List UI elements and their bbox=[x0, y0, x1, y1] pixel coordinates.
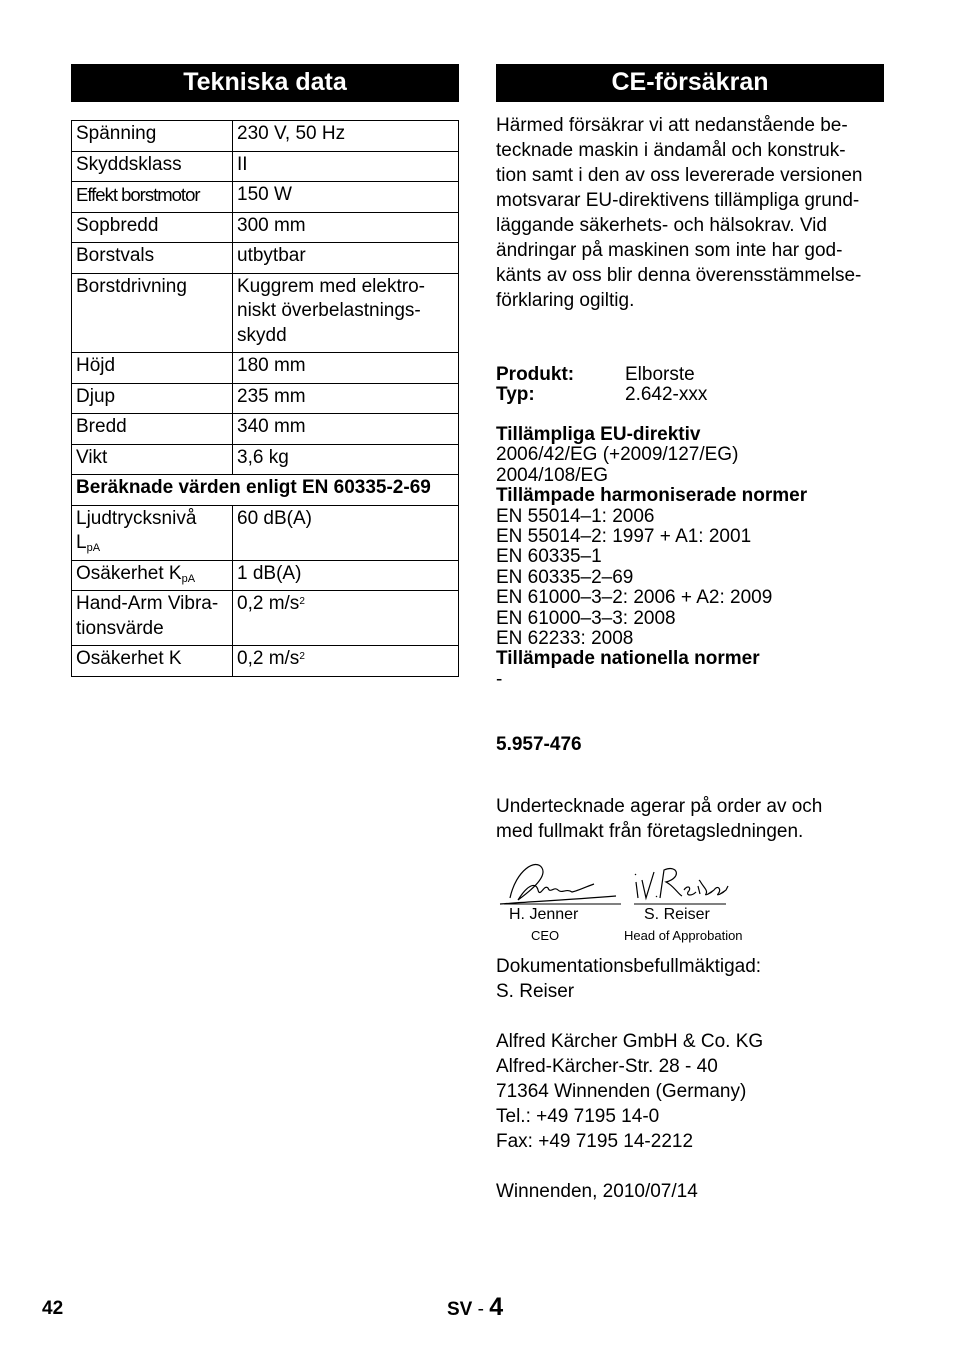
address-line: 71364 Winnenden (Germany) bbox=[496, 1081, 747, 1103]
ce-declaration-section bbox=[496, 64, 884, 1204]
eu-directive-item: 2006/42/EG (+2009/127/EG) bbox=[496, 444, 739, 466]
spec-value: 1 dB(A) bbox=[233, 560, 459, 591]
spec-label: Djup bbox=[72, 383, 233, 414]
value-main: 0,2 m/s bbox=[237, 593, 300, 614]
table-row bbox=[72, 646, 459, 677]
spec-value: 180 mm bbox=[233, 353, 459, 384]
separator: - bbox=[477, 1299, 484, 1320]
norm-item: EN 60335–1 bbox=[496, 546, 602, 568]
spec-label: Sopbredd bbox=[72, 212, 233, 243]
text-line: S. Reiser bbox=[496, 981, 575, 1003]
signature-reiser bbox=[635, 869, 728, 898]
table-section-row bbox=[72, 475, 459, 506]
spec-value-line: Kuggrem med elektro- bbox=[237, 275, 425, 297]
spec-label-line: tionsvärde bbox=[76, 617, 164, 639]
section-page-number: 4 bbox=[489, 1293, 504, 1321]
table-row bbox=[72, 121, 459, 152]
spec-value: 340 mm bbox=[233, 414, 459, 445]
text-line: läggande säkerhets- och hälsokrav. Vid bbox=[496, 215, 827, 236]
spec-value bbox=[233, 591, 459, 646]
product-value: Elborste bbox=[625, 364, 695, 385]
spec-label: Spänning bbox=[72, 121, 233, 152]
table-row bbox=[72, 591, 459, 646]
text-line: Härmed försäkrar vi att nedanstående be- bbox=[496, 115, 848, 136]
language-code: SV bbox=[447, 1299, 473, 1320]
table-section-header: Beräknade värden enligt EN 60335-2-69 bbox=[72, 475, 459, 506]
type-label: Typ: bbox=[496, 384, 535, 405]
address-line: Alfred Kärcher GmbH & Co. KG bbox=[496, 1031, 764, 1053]
signer-name-jenner: H. Jenner bbox=[509, 906, 579, 924]
spec-label: Vikt bbox=[72, 444, 233, 475]
spec-label: Effekt borstmotor bbox=[72, 182, 233, 213]
product-row bbox=[496, 365, 884, 385]
text-line: Undertecknade agerar på order av och bbox=[496, 796, 823, 818]
spec-value bbox=[233, 646, 459, 677]
spec-label: Borstvals bbox=[72, 243, 233, 274]
spec-label bbox=[72, 560, 233, 591]
value-superscript: 2 bbox=[299, 651, 305, 662]
section-page-indicator bbox=[447, 1293, 503, 1322]
spec-value-line: niskt överbelastnings- bbox=[237, 300, 421, 321]
page-number: 42 bbox=[42, 1298, 64, 1319]
address-line: Alfred-Kärcher-Str. 28 - 40 bbox=[496, 1056, 718, 1078]
spec-value-line: skydd bbox=[237, 324, 287, 346]
signatures bbox=[496, 860, 884, 960]
spec-value: 230 V, 50 Hz bbox=[233, 121, 459, 152]
text-line: motsvarar EU-direktivens tillämpliga grund- bbox=[496, 190, 860, 211]
signer-role-reiser: Head of Approbation bbox=[624, 928, 743, 944]
table-row bbox=[72, 182, 459, 213]
table-row bbox=[72, 273, 459, 353]
technical-data-title: Tekniska data bbox=[71, 64, 459, 102]
symbol-main: Osäkerhet K bbox=[76, 562, 182, 584]
norm-item: EN 55014–2: 1997 + A1: 2001 bbox=[496, 526, 752, 548]
table-row bbox=[72, 505, 459, 560]
text-line: tion samt i den av oss levererade versionen bbox=[496, 165, 863, 186]
spec-value bbox=[233, 273, 459, 353]
text-line: tecknade maskin i ändamål och konstruk- bbox=[496, 140, 846, 161]
spec-label-line: Ljudtrycksnivå bbox=[76, 507, 197, 529]
text-line: känts av oss blir denna överensstämmelse- bbox=[496, 265, 862, 286]
spec-value: utbytbar bbox=[233, 243, 459, 274]
spec-value: 3,6 kg bbox=[233, 444, 459, 475]
symbol-subscript: pA bbox=[86, 542, 101, 554]
symbol-main: L bbox=[76, 532, 87, 553]
spec-label-line bbox=[76, 531, 228, 556]
table-row bbox=[72, 560, 459, 591]
type-value: 2.642-xxx bbox=[625, 384, 708, 405]
text-line: med fullmakt från företagsledningen. bbox=[496, 821, 804, 843]
eu-directive-item: 2004/108/EG bbox=[496, 464, 608, 486]
table-row bbox=[72, 212, 459, 243]
table-row bbox=[72, 353, 459, 384]
norm-item: EN 60335–2–69 bbox=[496, 566, 634, 588]
directives-block bbox=[496, 425, 884, 690]
text-line: förklaring ogiltig. bbox=[496, 290, 635, 311]
spec-label bbox=[72, 591, 233, 646]
harmonised-norms-heading: Tillämpade harmoniserade normer bbox=[496, 485, 808, 507]
intro-paragraph bbox=[496, 113, 884, 313]
signer-name-reiser: S. Reiser bbox=[644, 906, 710, 924]
table-row bbox=[72, 414, 459, 445]
value-superscript: 2 bbox=[299, 596, 305, 607]
text-line: Dokumentationsbefullmäktigad: bbox=[496, 956, 762, 978]
spec-value: 235 mm bbox=[233, 383, 459, 414]
signature-jenner bbox=[500, 865, 616, 904]
technical-data-table bbox=[71, 120, 459, 677]
document-code: 5.957-476 bbox=[496, 734, 582, 756]
norm-item: EN 61000–3–3: 2008 bbox=[496, 607, 676, 629]
type-row bbox=[496, 385, 884, 405]
address-line: Fax: +49 7195 14-2212 bbox=[496, 1131, 694, 1153]
table-row bbox=[72, 151, 459, 182]
table-row bbox=[72, 243, 459, 274]
spec-value: 150 W bbox=[233, 182, 459, 213]
national-norms-value: - bbox=[496, 668, 503, 690]
norm-item: EN 61000–3–2: 2006 + A2: 2009 bbox=[496, 587, 773, 609]
product-info bbox=[496, 365, 884, 405]
spec-value: 60 dB(A) bbox=[233, 505, 459, 560]
spec-label bbox=[72, 505, 233, 560]
technical-data-section bbox=[71, 64, 459, 677]
spec-label: Osäkerhet K bbox=[72, 646, 233, 677]
eu-directives-heading: Tillämpliga EU-direktiv bbox=[496, 424, 701, 445]
norm-item: EN 55014–1: 2006 bbox=[496, 505, 655, 527]
text-line: ändringar på maskinen som inte har god- bbox=[496, 240, 843, 261]
symbol-subscript: pA bbox=[181, 572, 196, 585]
undersigned-paragraph bbox=[496, 794, 884, 844]
spec-label: Höjd bbox=[72, 353, 233, 384]
value-main: 0,2 m/s bbox=[237, 648, 300, 669]
address-line: Tel.: +49 7195 14-0 bbox=[496, 1106, 660, 1128]
table-row bbox=[72, 383, 459, 414]
spec-label: Borstdrivning bbox=[72, 273, 233, 353]
spec-label: Bredd bbox=[72, 414, 233, 445]
spec-value: II bbox=[233, 151, 459, 182]
signer-role-jenner: CEO bbox=[531, 928, 560, 944]
documentation-representative bbox=[496, 954, 884, 1004]
spec-label-line: Hand-Arm Vibra- bbox=[76, 593, 219, 614]
spec-value: 300 mm bbox=[233, 212, 459, 243]
spec-label: Skyddsklass bbox=[72, 151, 233, 182]
product-label: Produkt: bbox=[496, 364, 575, 385]
place-date: Winnenden, 2010/07/14 bbox=[496, 1181, 698, 1203]
table-row bbox=[72, 444, 459, 475]
norm-item: EN 62233: 2008 bbox=[496, 628, 634, 650]
company-address bbox=[496, 1029, 884, 1154]
ce-declaration-title: CE-försäkran bbox=[496, 64, 884, 102]
national-norms-heading: Tillämpade nationella normer bbox=[496, 648, 760, 670]
